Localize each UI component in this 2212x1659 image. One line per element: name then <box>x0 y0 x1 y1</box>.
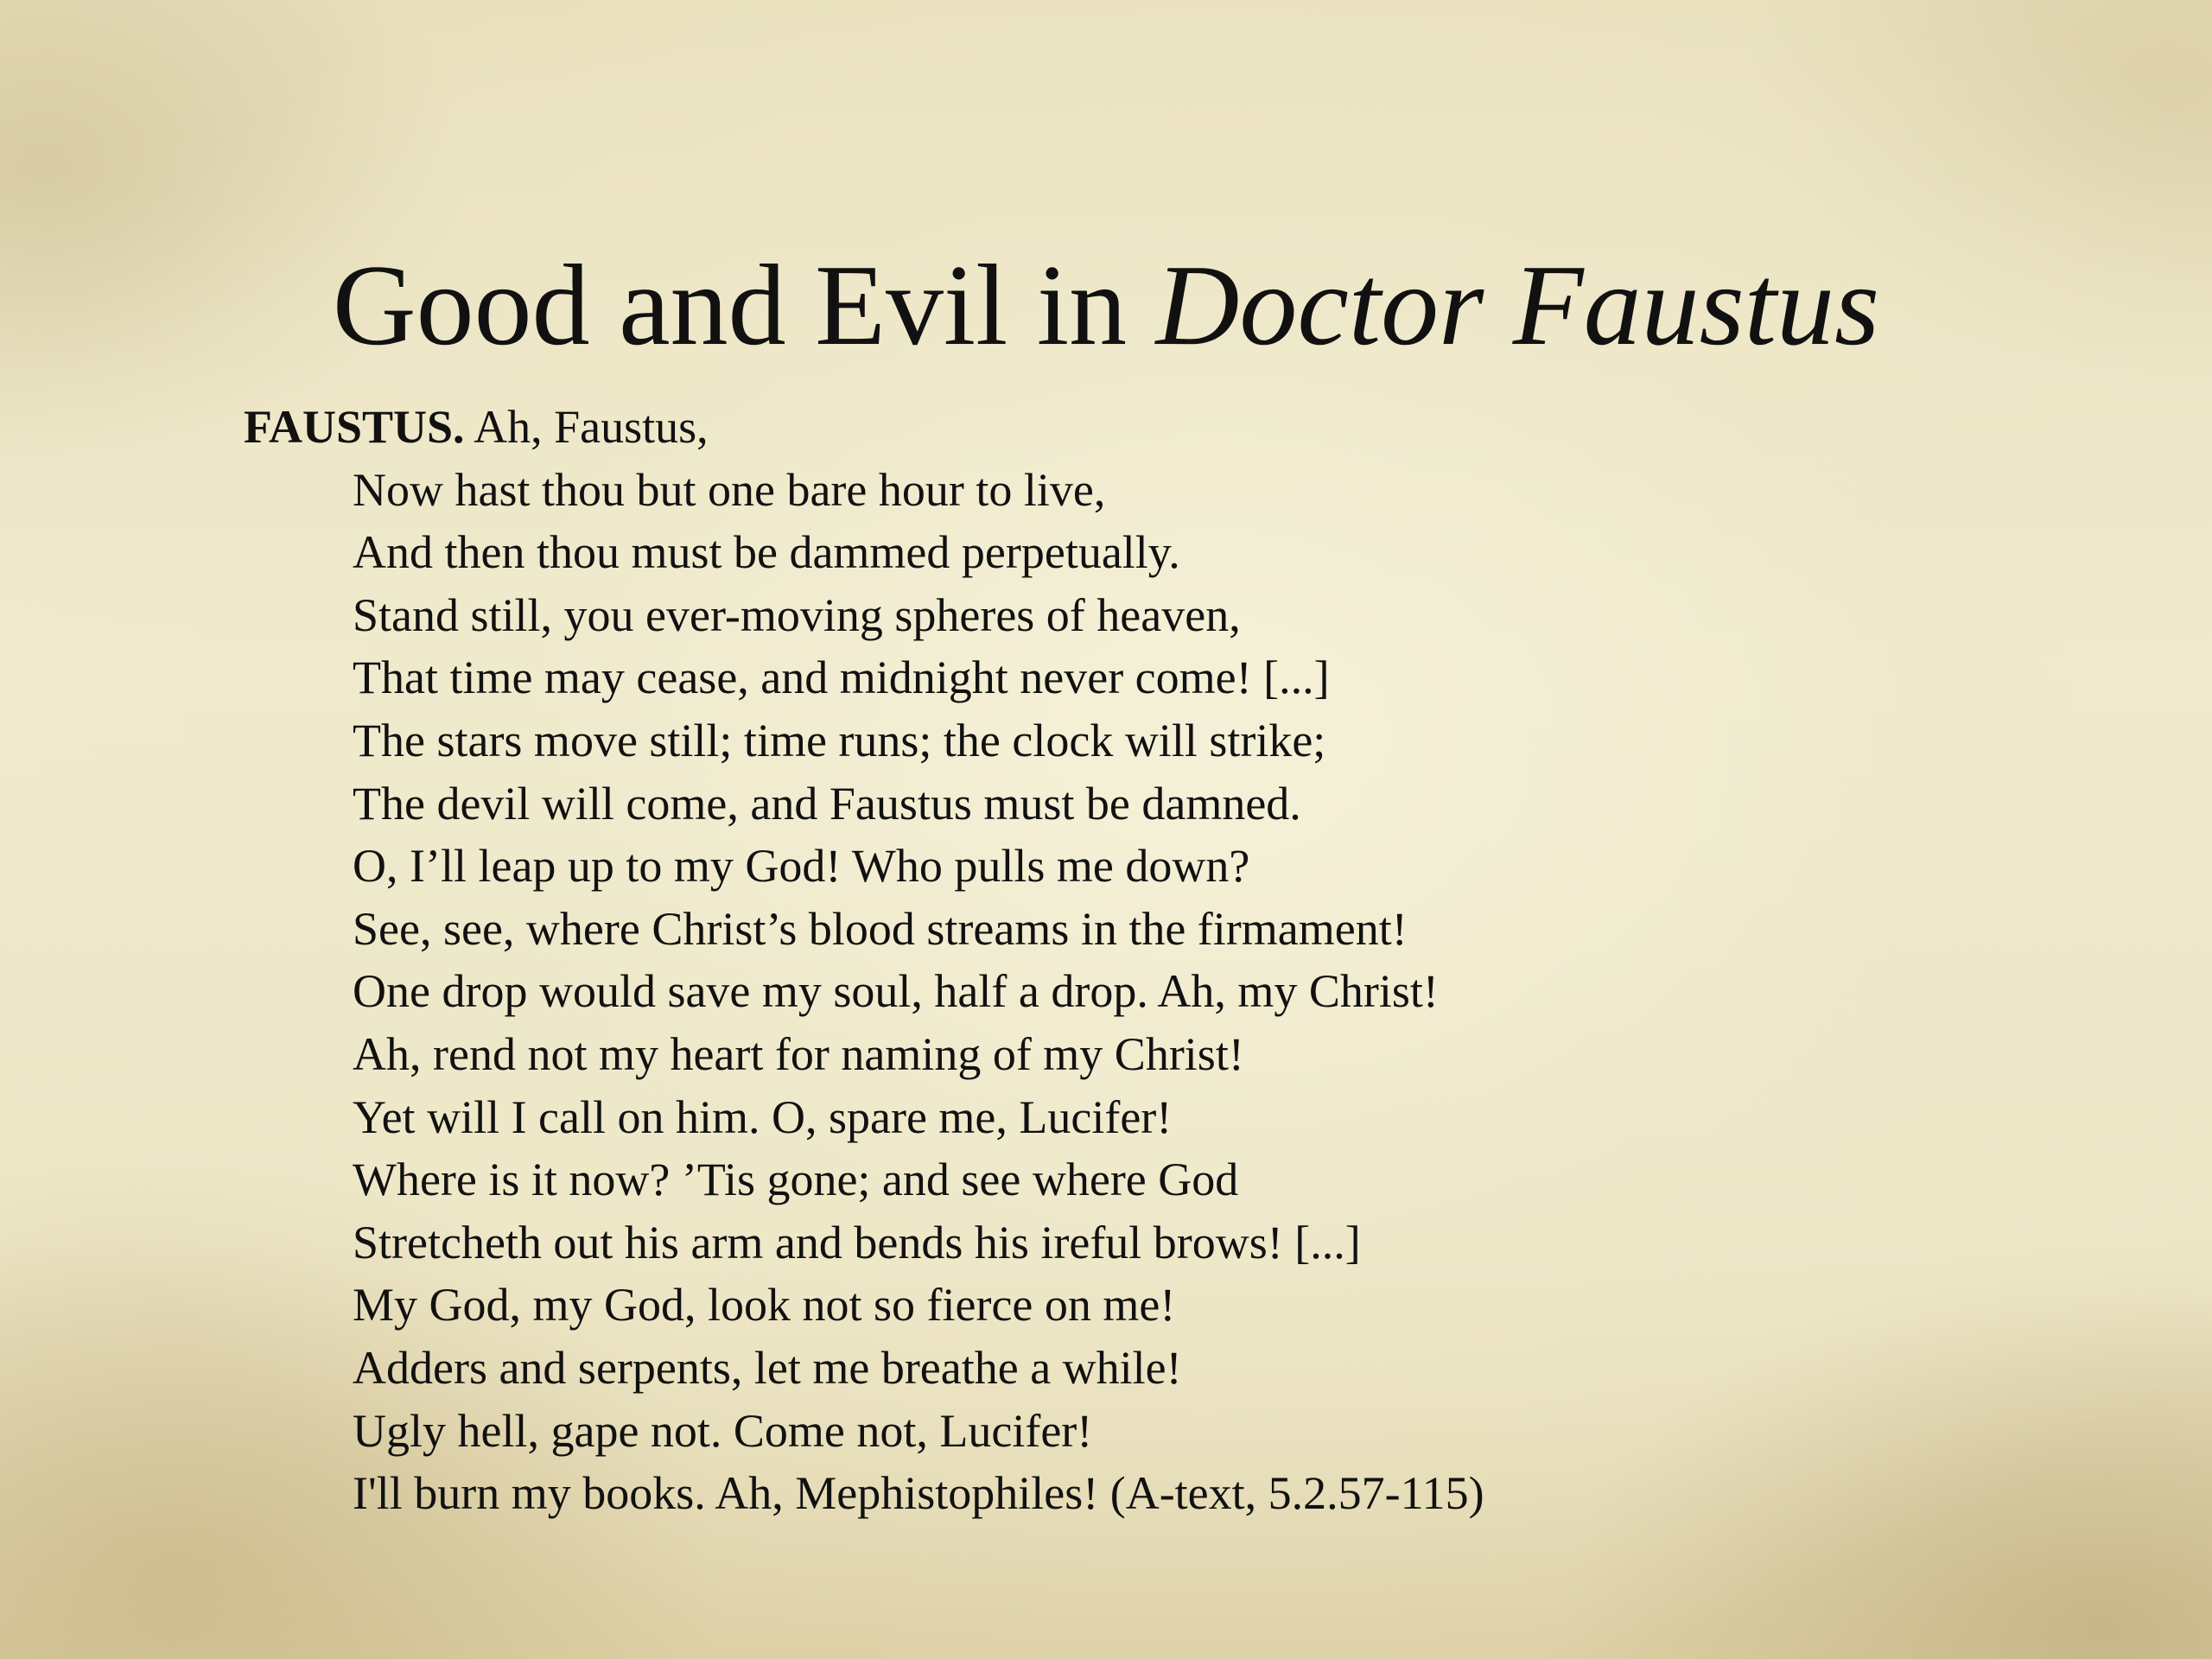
speaker-opening: Ah, Faustus, <box>464 401 709 453</box>
verse-line: One drop would save my soul, half a drop. Ah, my Christ! <box>353 965 1439 1018</box>
verse-line: The devil will come, and Faustus must be damned. <box>353 777 1301 830</box>
verse-line: Ah, rend not my heart for naming of my Christ! <box>353 1027 1244 1080</box>
speaker-line <box>244 396 1972 459</box>
speaker-name: FAUSTUS. <box>244 401 465 453</box>
quoted-passage <box>244 396 1972 1525</box>
verse-line: And then thou must be dammed perpetually. <box>353 526 1180 579</box>
verse-line: Ugly hell, gape not. Come not, Lucifer! <box>353 1404 1093 1457</box>
verse-line: Yet will I call on him. O, spare me, Lucifer! <box>353 1090 1173 1143</box>
slide-title <box>0 232 2212 378</box>
verse-line: The stars move still; time runs; the clock will strike; <box>353 714 1326 766</box>
title-text: Good and Evil in <box>332 240 1156 369</box>
verse-line: O, I’ll leap up to my God! Who pulls me down? <box>353 840 1250 893</box>
verse-line: See, see, where Christ’s blood streams in the firmament! <box>353 902 1408 955</box>
verse-line: Now hast thou but one bare hour to live, <box>353 463 1106 516</box>
title-play-name: Doctor Faustus <box>1155 240 1880 369</box>
verse-line: Stand still, you ever-moving spheres of heaven, <box>353 588 1241 641</box>
verse-line: That time may cease, and midnight never come! [...] <box>353 652 1330 704</box>
verse-line: My God, my God, look not so fierce on me! <box>353 1279 1176 1332</box>
verse-line: Where is it now? ’Tis gone; and see where God <box>353 1154 1239 1206</box>
verse-line: Adders and serpents, let me breathe a while! <box>353 1341 1182 1394</box>
verse-line: I'll burn my books. Ah, Mephistophiles! (A-text, 5.2.57-115) <box>353 1467 1484 1520</box>
verse-line: Stretcheth out his arm and bends his ireful brows! [...] <box>353 1216 1361 1268</box>
